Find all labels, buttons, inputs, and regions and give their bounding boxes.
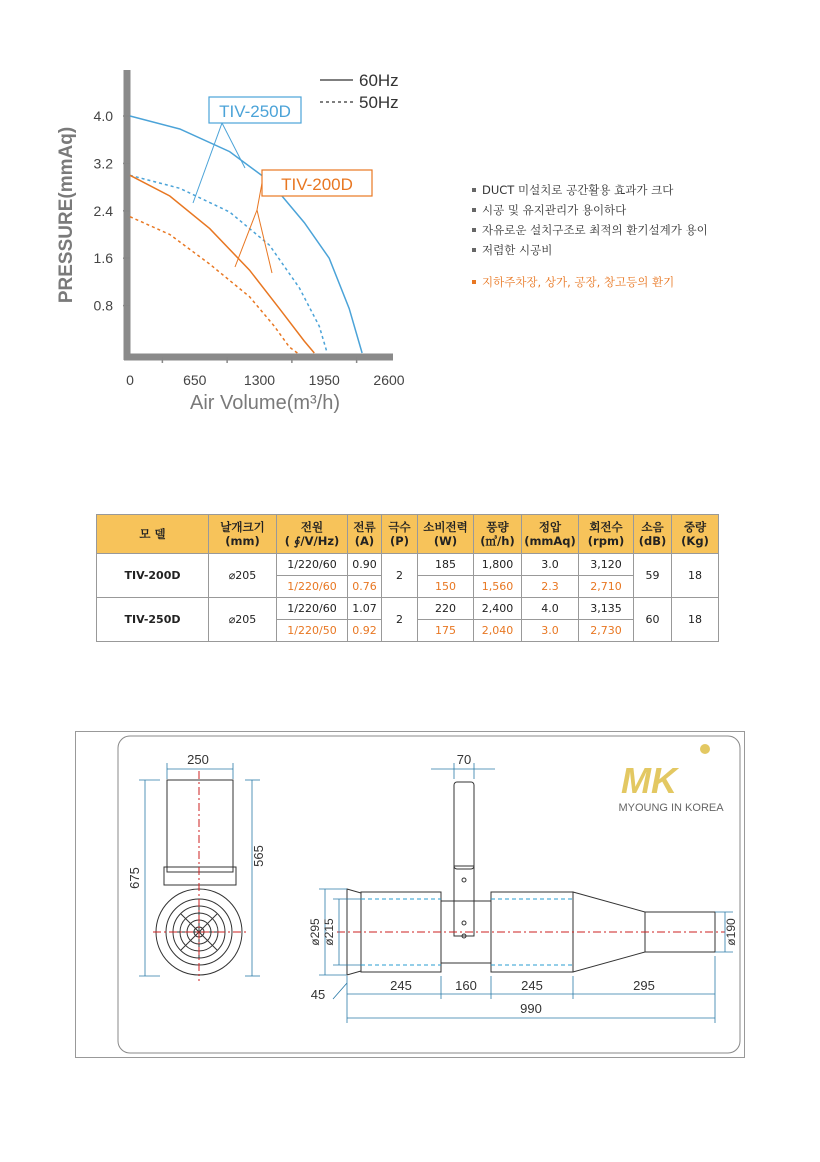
- tag-tiv250d-leader-a: [193, 123, 222, 203]
- bullet-icon: [472, 188, 476, 192]
- cell-model: TIV-200D: [97, 554, 209, 598]
- header-power: 전원 ( ∮/V/Hz): [277, 515, 348, 554]
- cell-watts: 185: [418, 554, 474, 576]
- header-pressure: 정압 (mmAq): [522, 515, 579, 554]
- cell-watts: 220: [418, 598, 474, 620]
- cell-poles: 2: [382, 554, 418, 598]
- y-tick-label: 1.6: [93, 250, 113, 267]
- bullet-icon: [472, 228, 476, 232]
- x-tick-label: 650: [183, 372, 207, 388]
- series-tiv-250d-60hz: [130, 116, 362, 353]
- header-noise: 소음 (dB): [634, 515, 672, 554]
- table-row: [97, 598, 719, 620]
- feature-application-text: 지하주차장, 상가, 공장, 창고등의 환기: [482, 275, 675, 289]
- y-tick-label: 3.2: [93, 155, 113, 172]
- cell-flow: 1,560: [474, 576, 522, 598]
- company-logo-text: MYOUNG IN KOREA: [618, 802, 724, 814]
- cell-flow: 2,400: [474, 598, 522, 620]
- feature-item: [472, 180, 792, 200]
- series-tiv-250d-50hz: [130, 175, 327, 353]
- dim-d215: ø215: [322, 918, 336, 946]
- dim-70: 70: [456, 752, 472, 767]
- performance-chart: [50, 60, 440, 430]
- x-tick-label: 1950: [308, 372, 340, 388]
- cell-rpm: 2,710: [579, 576, 634, 598]
- tag-tiv200d-leader-c: [257, 210, 272, 273]
- header-watts: 소비전력 (W): [418, 515, 474, 554]
- cell-weight: 18: [672, 598, 719, 642]
- cell-current: 0.76: [348, 576, 382, 598]
- y-axis-label: PRESSURE(mmAq): [56, 126, 77, 304]
- dim-675: 675: [127, 867, 142, 889]
- feature-text: 저렴한 시공비: [482, 243, 553, 257]
- dimension-drawing-svg: [75, 731, 745, 1058]
- header-current: 전류 (A): [348, 515, 382, 554]
- cell-current: 0.90: [348, 554, 382, 576]
- tag-tiv200d: TIV-200D: [281, 175, 353, 194]
- feature-application: [472, 272, 792, 292]
- performance-chart-svg: [50, 60, 440, 430]
- header-poles: 극수 (P): [382, 515, 418, 554]
- feature-item: [472, 240, 792, 260]
- y-tick-label: 2.4: [93, 202, 113, 219]
- dim-250: 250: [187, 752, 209, 767]
- x-tick-label: 1300: [243, 372, 276, 388]
- header-model: 모 델: [97, 515, 209, 554]
- legend-50hz: 50Hz: [359, 93, 399, 112]
- dim-295: 295: [633, 978, 655, 993]
- bullet-icon: [472, 280, 476, 284]
- cell-pressure: 2.3: [522, 576, 579, 598]
- dim-245-b: 245: [521, 978, 543, 993]
- cell-current: 0.92: [348, 620, 382, 642]
- dimension-drawing: [75, 731, 745, 1058]
- cell-rpm: 2,730: [579, 620, 634, 642]
- logo-dot: [700, 744, 710, 754]
- dim-d295: ø295: [308, 918, 322, 946]
- cell-pressure: 3.0: [522, 554, 579, 576]
- dim-45: 45: [310, 987, 326, 1002]
- cell-flow: 2,040: [474, 620, 522, 642]
- cell-blade: ⌀205: [209, 554, 277, 598]
- feature-text: DUCT 미설치로 공간활용 효과가 크다: [482, 183, 674, 197]
- spec-table: [96, 514, 719, 642]
- chart-series: [130, 116, 362, 353]
- cell-noise: 59: [634, 554, 672, 598]
- feature-text: 자유로운 설치구조로 최적의 환기설계가 용이: [482, 223, 708, 237]
- x-tick-label: 2600: [373, 372, 405, 388]
- header-weight: 중량 (Kg): [672, 515, 719, 554]
- tag-tiv250d-leader-b: [222, 123, 245, 168]
- x-axis-label: Air Volume(m³/h): [189, 392, 341, 414]
- axis-ticks: [94, 108, 405, 388]
- y-tick-label: 4.0: [93, 108, 113, 124]
- cell-pressure: 4.0: [522, 598, 579, 620]
- cell-rpm: 3,135: [579, 598, 634, 620]
- cell-rpm: 3,120: [579, 554, 634, 576]
- cell-weight: 18: [672, 554, 719, 598]
- cell-watts: 175: [418, 620, 474, 642]
- cell-power: 1/220/60: [277, 554, 348, 576]
- dim-565: 565: [251, 845, 266, 867]
- cell-watts: 150: [418, 576, 474, 598]
- cell-power: 1/220/60: [277, 598, 348, 620]
- company-logo-mark: MK: [621, 760, 677, 801]
- table-header-row: [97, 515, 719, 554]
- feature-list: [472, 180, 792, 292]
- cell-power: 1/220/60: [277, 576, 348, 598]
- legend-60hz: 60Hz: [359, 71, 399, 90]
- cell-pressure: 3.0: [522, 620, 579, 642]
- bullet-icon: [472, 248, 476, 252]
- cell-power: 1/220/50: [277, 620, 348, 642]
- header-flow: 풍량 (㎥/h): [474, 515, 522, 554]
- feature-text: 시공 및 유지관리가 용이하다: [482, 203, 627, 217]
- feature-item: [472, 200, 792, 220]
- header-rpm: 회전수 (rpm): [579, 515, 634, 554]
- table-row: [97, 554, 719, 576]
- cell-current: 1.07: [348, 598, 382, 620]
- cell-blade: ⌀205: [209, 598, 277, 642]
- dim-990: 990: [520, 1001, 542, 1016]
- tag-tiv200d-leader-a: [257, 183, 262, 210]
- bullet-icon: [472, 208, 476, 212]
- tag-tiv200d-leader-b: [235, 210, 257, 267]
- x-tick-label: 0: [126, 372, 134, 388]
- dim-d190: ø190: [724, 918, 738, 946]
- header-blade: 날개크기 (mm): [209, 515, 277, 554]
- y-tick-label: 0.8: [93, 297, 113, 314]
- feature-item: [472, 220, 792, 240]
- dim-160: 160: [455, 978, 477, 993]
- tag-tiv250d: TIV-250D: [219, 102, 291, 121]
- cell-noise: 60: [634, 598, 672, 642]
- cell-model: TIV-250D: [97, 598, 209, 642]
- dim-245-a: 245: [390, 978, 412, 993]
- cell-poles: 2: [382, 598, 418, 642]
- cell-flow: 1,800: [474, 554, 522, 576]
- series-tiv-200d-50hz: [130, 217, 297, 353]
